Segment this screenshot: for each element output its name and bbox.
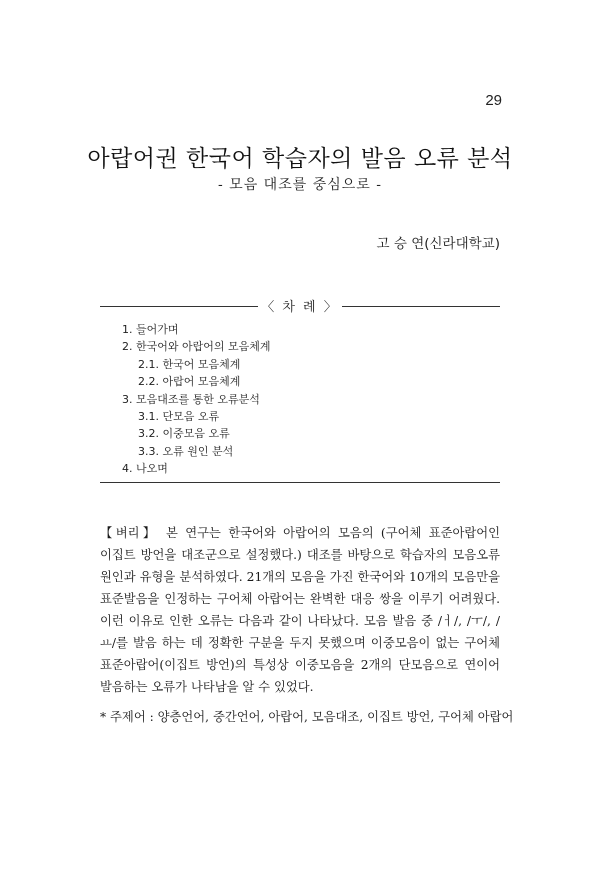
abstract-text: 본 연구는 한국어와 아랍어의 모음의 (구어체 표준아랍어인 이집트 방언을 대조군으로 설정했다.) 대조를 바탕으로 학습자의 모음오류 원인과 유형을 분석하였다. 21개의 모음을 가진 한국어와 10개의 모음만을 표준발음을 인정하는 구어체 아랍어는 완벽한 대응 쌍을 이루기 어려웠다. 이런 이유로 인한 오류는 다음과 같이 나타났다. 모음 발음 중 /ㅓ/, /ㅜ/, /ㅛ/를 발음 하는 데 정확한 구분을 두지 못했으며 이중모음이 없는 구어체 표준아랍어(이집트 방언)의 특성상 이중모음을 2개의 단모음으로 연이어 발음하는 오류가 나타남을 알 수 있었다. <box>100 526 500 694</box>
toc-item: 2.2. 아랍어 모음체계 <box>138 375 241 389</box>
toc-bottom-rule <box>100 482 500 483</box>
toc-heading-label: 〈 차 례 〉 <box>261 300 339 315</box>
toc-item: 3.3. 오류 원인 분석 <box>138 444 234 458</box>
toc-list <box>122 321 271 478</box>
toc-item: 3. 모음대조를 통한 오류분석 <box>122 392 260 406</box>
author: 고 승 연(신라대학교) <box>376 236 500 252</box>
toc-item: 1. 들어가며 <box>122 323 179 336</box>
toc-heading <box>100 296 500 316</box>
page-number: 29 <box>485 92 502 109</box>
toc-heading-rule-right <box>342 306 500 307</box>
toc-item: 3.2. 이중모음 오류 <box>138 427 230 441</box>
paper-subtitle: - 모음 대조를 중심으로 - <box>218 177 382 193</box>
abstract-label: 【벼리】 <box>100 526 159 540</box>
paper-title: 아랍어권 한국어 학습자의 발음 오류 분석 <box>87 146 513 172</box>
keywords: * 주제어 : 양층언어, 중간언어, 아랍어, 모음대조, 이집트 방언, 구어체 아랍어 <box>100 710 514 724</box>
toc-item: 2. 한국어와 아랍어의 모음체계 <box>122 340 271 354</box>
toc-item: 4. 나오며 <box>122 462 168 476</box>
toc-item: 2.1. 한국어 모음체계 <box>138 357 241 371</box>
toc-item: 3.1. 단모음 오류 <box>138 409 220 423</box>
abstract <box>100 522 500 698</box>
